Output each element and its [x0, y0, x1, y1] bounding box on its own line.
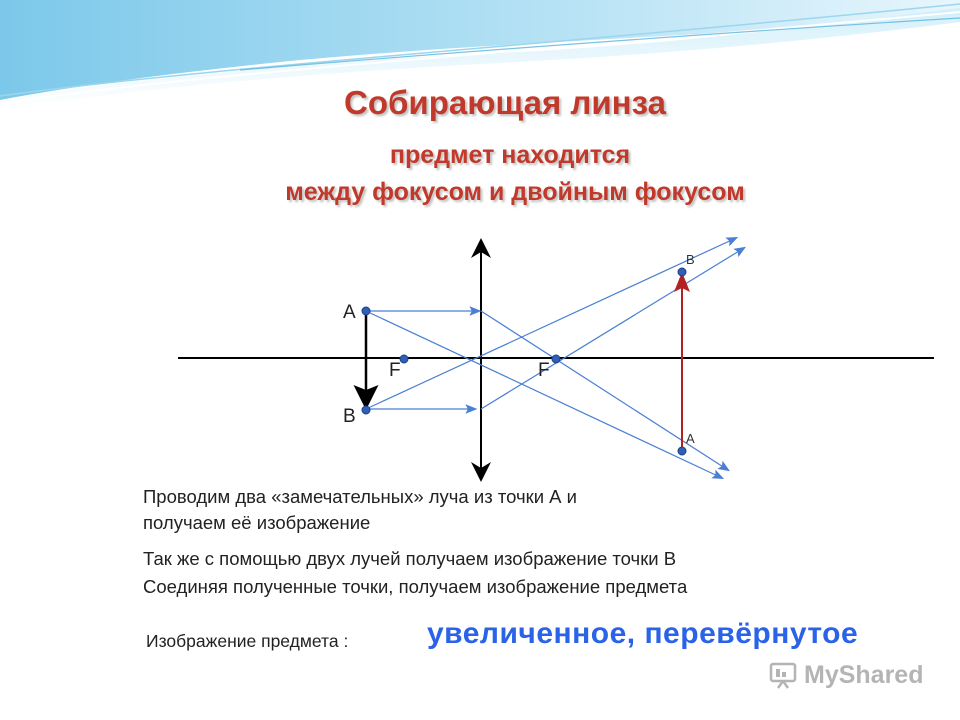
explanation-line-1: Проводим два «замечательных» луча из точки А и [143, 486, 577, 507]
point-object-top [362, 307, 370, 315]
object-top-label: A [343, 302, 356, 323]
result-value: увеличенное, перевёрнутое [427, 617, 859, 650]
result-label: Изображение предмета : [146, 631, 349, 651]
slide-title: Собирающая линза [344, 84, 666, 121]
focus-left-label: F [389, 360, 401, 381]
explanation-line-3: Так же с помощью двух лучей получаем изображение точки В [143, 548, 677, 569]
subtitle-line-2: между фокусом и двойным фокусом [285, 178, 745, 206]
ray-b-parallel-out [481, 248, 744, 409]
image-top-label: B [686, 252, 695, 267]
focus-point-left [400, 355, 408, 363]
point-image-bottom [678, 447, 686, 455]
myshared-watermark [768, 658, 938, 692]
watermark-text: MyShared [804, 660, 924, 689]
ray-a-center [366, 311, 722, 478]
focus-point-right [552, 355, 560, 363]
presentation-board-icon [768, 660, 798, 690]
explanation-line-4: Соединяя полученные точки, получаем изображение предмета [143, 576, 688, 597]
focus-right-label: F [538, 360, 550, 381]
subtitle-line-1: предмет находится [389, 141, 631, 169]
object-bottom-label: B [343, 406, 356, 427]
point-object-bottom [362, 406, 370, 414]
ray-b-center [366, 238, 736, 409]
ray-a-parallel-out [481, 311, 728, 470]
image-bottom-label: A [686, 431, 695, 446]
explanation-line-2: получаем её изображение [143, 512, 371, 533]
point-image-top [678, 268, 686, 276]
